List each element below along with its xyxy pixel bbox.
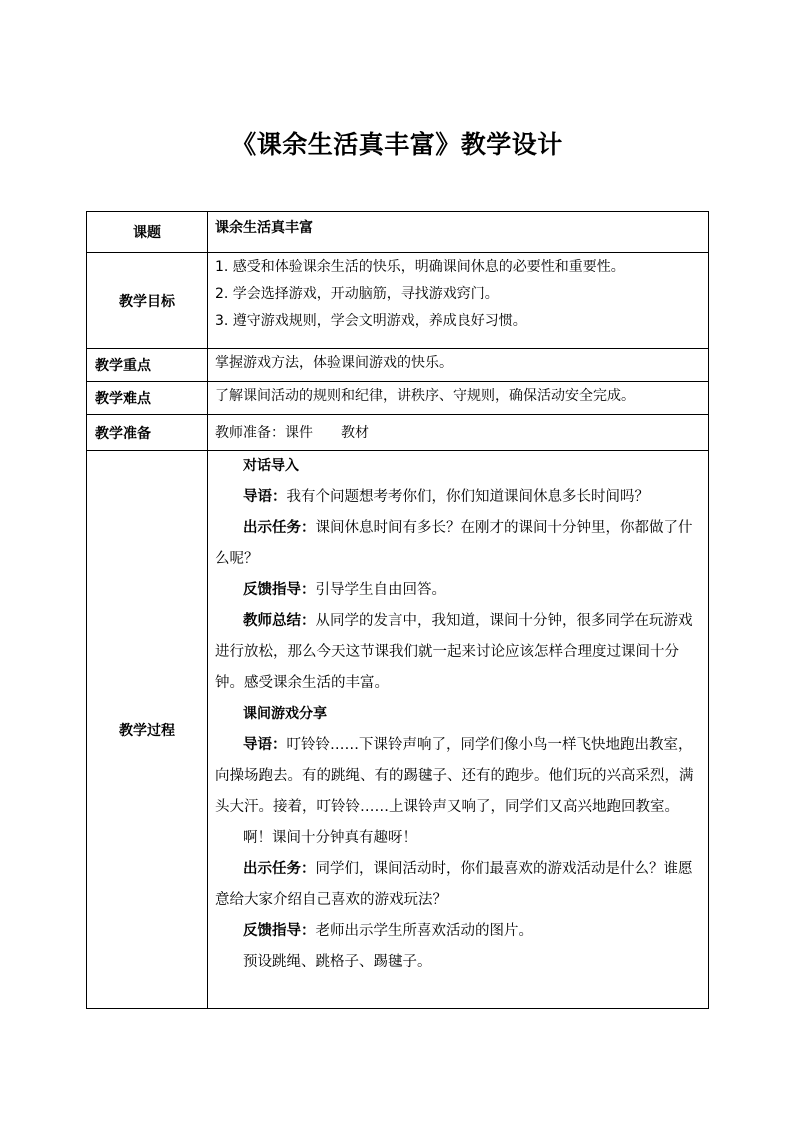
paragraph-intro	[215, 482, 702, 513]
key-point-label: 教学重点	[87, 349, 208, 382]
section-heading-games: 课间游戏分享	[243, 706, 327, 722]
paragraph-label: 教师总结：	[243, 613, 316, 629]
paragraph-text: 课间休息时间有多长？在刚才的课间十分钟里，你都做了什么呢？	[215, 520, 693, 567]
paragraph-label: 导语：	[243, 737, 287, 753]
goal-item-2: 2. 学会选择游戏，开动脑筋，寻找游戏窍门。	[215, 286, 499, 302]
process-cell	[208, 451, 709, 1009]
paragraph-feedback	[215, 575, 702, 606]
paragraph-text: 我有个问题想考考你们，你们知道课间休息多长时间吗？	[286, 489, 649, 505]
paragraph-task-2	[215, 854, 702, 916]
difficulty-cell	[208, 382, 709, 415]
difficulty-value: 了解课间活动的规则和纪律，讲秩序、守规则，确保活动安全完成。	[215, 388, 635, 404]
paragraph-text: 叮铃铃……下课铃声响了，同学们像小鸟一样飞快地跑出教室，向操场跑去。有的跳绳、有的踢毽子、还有的跑步。他们玩的兴高采烈，满头大汗。接着，叮铃铃……上课铃声又响了，同学们又高兴地跑回教室。	[215, 737, 694, 815]
goals-cell	[208, 253, 709, 349]
paragraph-label: 反馈指导：	[243, 582, 316, 598]
table-row-preparation	[87, 415, 709, 451]
paragraph-exclaim	[215, 823, 702, 854]
paragraph-task	[215, 513, 702, 575]
difficulty-label: 教学难点	[87, 382, 208, 415]
paragraph-text: 预设跳绳、跳格子、踢毽子。	[243, 954, 432, 970]
key-point-cell	[208, 349, 709, 382]
paragraph-intro-2	[215, 730, 702, 823]
paragraph-summary	[215, 606, 702, 699]
goal-item-3: 3. 遵守游戏规则，学会文明游戏，养成良好习惯。	[215, 313, 527, 329]
preparation-value: 教师准备：课件 教材	[215, 425, 369, 441]
lesson-plan-table	[86, 211, 709, 1009]
table-row-difficulty	[87, 382, 709, 415]
paragraph-preset	[215, 947, 702, 978]
paragraph-label: 导语：	[243, 489, 287, 505]
topic-value: 课余生活真丰富	[215, 220, 313, 236]
paragraph-text: 从同学的发言中，我知道，课间十分钟，很多同学在玩游戏进行放松，那么今天这节课我们就一起来讨论应该怎样合理度过课间十分钟。感受课余生活的丰富。	[215, 613, 693, 691]
paragraph-feedback-2	[215, 916, 702, 947]
goal-item-1: 1. 感受和体验课余生活的快乐，明确课间休息的必要性和重要性。	[215, 259, 625, 275]
paragraph-text: 啊！课间十分钟真有趣呀！	[243, 830, 417, 846]
paragraph-text: 同学们，课间活动时，你们最喜欢的游戏活动是什么？谁愿意给大家介绍自己喜欢的游戏玩法？	[215, 861, 693, 908]
table-row-key-point	[87, 349, 709, 382]
preparation-cell	[208, 415, 709, 451]
key-point-value: 掌握游戏方法，体验课间游戏的快乐。	[215, 355, 453, 371]
paragraph-text: 老师出示学生所喜欢活动的图片。	[315, 923, 533, 939]
topic-label: 课题	[87, 212, 208, 253]
section-heading-dialogue: 对话导入	[243, 458, 299, 474]
paragraph-label: 出示任务：	[243, 520, 316, 536]
paragraph-label: 反馈指导：	[243, 923, 316, 939]
topic-cell	[208, 212, 709, 253]
goals-label: 教学目标	[87, 253, 208, 349]
table-row-goals	[87, 253, 709, 349]
process-label: 教学过程	[87, 451, 208, 1009]
document-title: 《课余生活真丰富》教学设计	[231, 130, 563, 159]
table-row-process	[87, 451, 709, 1009]
paragraph-text: 引导学生自由回答。	[315, 582, 446, 598]
preparation-label: 教学准备	[87, 415, 208, 451]
paragraph-label: 出示任务：	[243, 861, 316, 877]
table-row-topic	[87, 212, 709, 253]
